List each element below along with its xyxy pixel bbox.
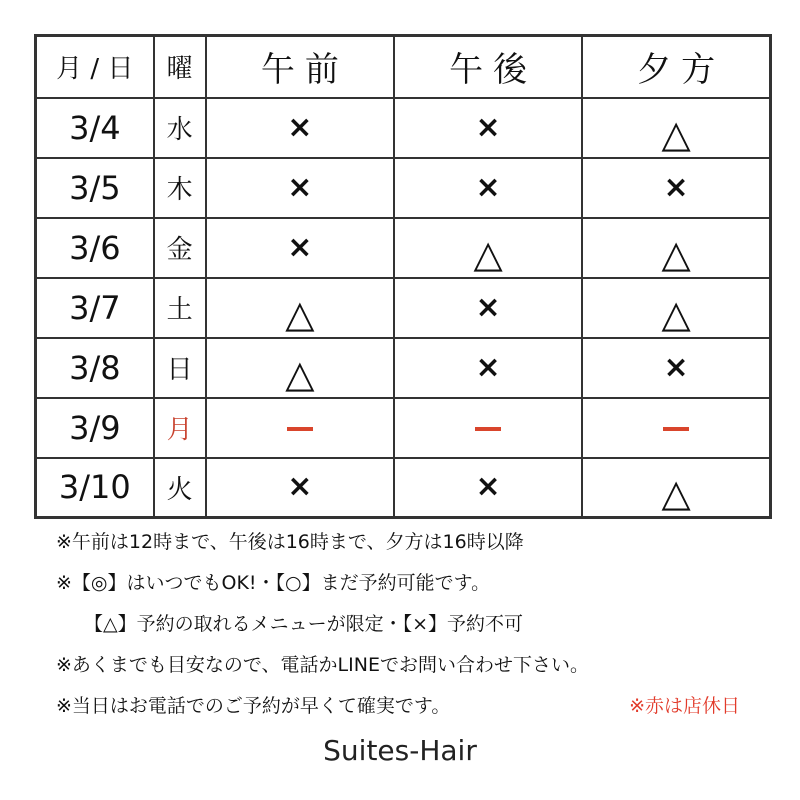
note-legend-limited: 【△】予約の取れるメニューが限定・【×】予約不可 [84, 613, 524, 635]
row-date: 3/10 [36, 458, 154, 518]
closed-dash [663, 427, 689, 431]
slot-morning [206, 338, 394, 398]
slot-evening [582, 338, 770, 398]
row-date: 3/9 [36, 398, 154, 458]
schedule-row [36, 158, 771, 218]
note-holiday-legend: ※赤は店休日 [629, 695, 740, 717]
note-time-definitions: ※午前は12時まで、午後は16時まで、夕方は16時以降 [56, 531, 524, 553]
slot-morning [206, 218, 394, 278]
schedule-row [36, 458, 771, 518]
row-date: 3/4 [36, 98, 154, 158]
unavailable-mark: × [475, 169, 501, 205]
limited-mark: △ [661, 111, 691, 156]
row-weekday: 水 [154, 98, 206, 158]
slot-evening [582, 398, 770, 458]
limited-mark: △ [661, 231, 691, 276]
slot-afternoon [394, 338, 582, 398]
brand-name: Suites-Hair [323, 734, 477, 767]
limited-mark: △ [285, 351, 315, 396]
row-date: 3/6 [36, 218, 154, 278]
row-weekday: 月 [154, 398, 206, 458]
unavailable-mark: × [287, 469, 313, 505]
header-afternoon: 午後 [394, 36, 582, 98]
unavailable-mark: × [663, 169, 689, 205]
row-weekday: 木 [154, 158, 206, 218]
header-row [36, 36, 771, 98]
unavailable-mark: × [475, 469, 501, 505]
row-weekday: 土 [154, 278, 206, 338]
row-weekday: 日 [154, 338, 206, 398]
limited-mark: △ [285, 291, 315, 336]
schedule-table [34, 34, 772, 519]
limited-mark: △ [661, 471, 691, 516]
unavailable-mark: × [663, 349, 689, 385]
schedule-row [36, 278, 771, 338]
limited-mark: △ [473, 231, 503, 276]
slot-evening [582, 98, 770, 158]
header-morning: 午前 [206, 36, 394, 98]
schedule-row [36, 338, 771, 398]
limited-mark: △ [661, 291, 691, 336]
row-weekday: 金 [154, 218, 206, 278]
note-legend-available: ※【◎】はいつでもOK!・【○】まだ予約可能です。 [56, 572, 491, 594]
slot-afternoon [394, 278, 582, 338]
header-date: 月 / 日 [36, 36, 154, 98]
closed-dash [287, 427, 313, 431]
slot-afternoon [394, 218, 582, 278]
slot-evening [582, 158, 770, 218]
unavailable-mark: × [475, 349, 501, 385]
unavailable-mark: × [287, 229, 313, 265]
slot-afternoon [394, 158, 582, 218]
schedule-row [36, 98, 771, 158]
slot-afternoon [394, 98, 582, 158]
unavailable-mark: × [287, 109, 313, 145]
slot-morning [206, 398, 394, 458]
slot-morning [206, 158, 394, 218]
unavailable-mark: × [287, 169, 313, 205]
closed-dash [475, 427, 501, 431]
unavailable-mark: × [475, 109, 501, 145]
slot-afternoon [394, 398, 582, 458]
slot-morning [206, 278, 394, 338]
slot-afternoon [394, 458, 582, 518]
slot-evening [582, 458, 770, 518]
schedule-row [36, 398, 771, 458]
slot-morning [206, 458, 394, 518]
row-date: 3/7 [36, 278, 154, 338]
note-contact: ※あくまでも目安なので、電話かLINEでお問い合わせ下さい。 [56, 654, 589, 676]
row-weekday: 火 [154, 458, 206, 518]
note-same-day [56, 686, 766, 727]
row-date: 3/5 [36, 158, 154, 218]
schedule-row [36, 218, 771, 278]
notes [56, 522, 766, 727]
slot-morning [206, 98, 394, 158]
row-date: 3/8 [36, 338, 154, 398]
header-evening: 夕方 [582, 36, 770, 98]
header-weekday: 曜 [154, 36, 206, 98]
slot-evening [582, 218, 770, 278]
unavailable-mark: × [475, 289, 501, 325]
slot-evening [582, 278, 770, 338]
note-same-day-text: ※当日はお電話でのご予約が早くて確実です。 [56, 695, 451, 717]
schedule-body [36, 98, 771, 518]
